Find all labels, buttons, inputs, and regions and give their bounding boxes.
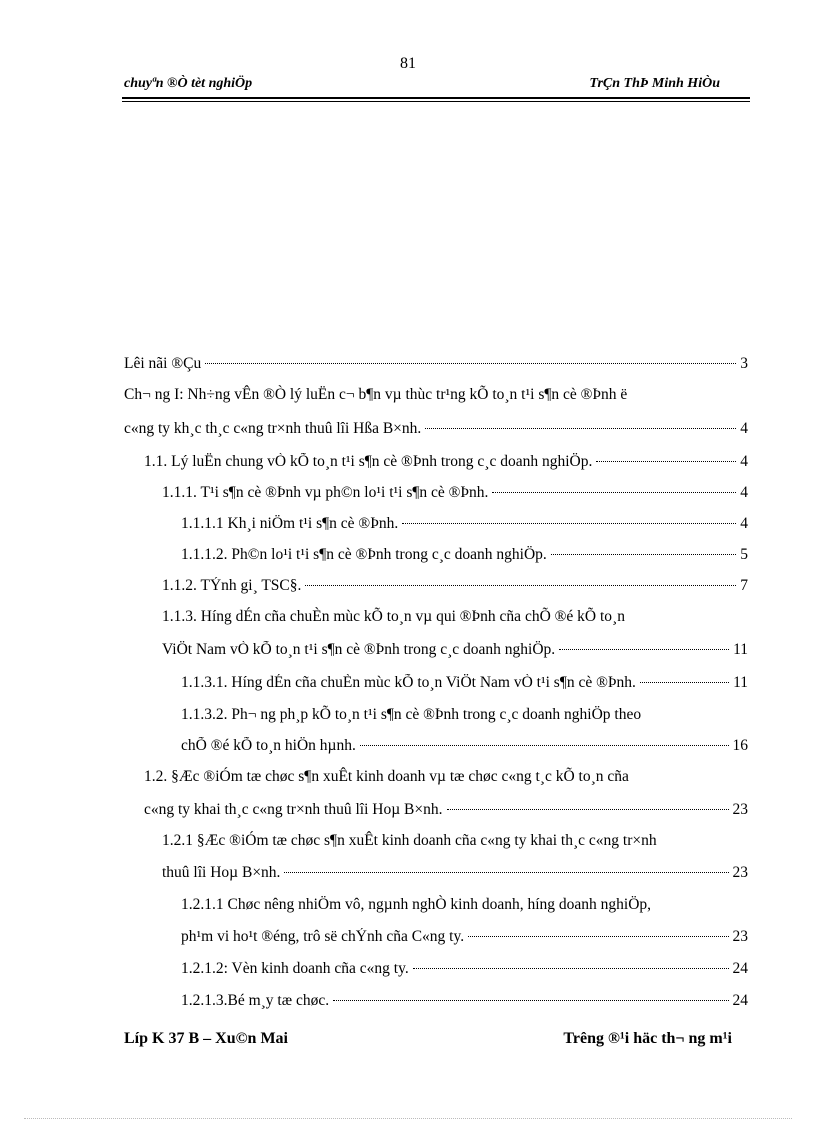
page-number: 81: [400, 55, 416, 72]
toc-entry[interactable]: 1.1. Lý luËn chung vÒ kÕ to¸n t¹i s¶n cè ®Þnh trong c¸c doanh nghiÖp. 4: [144, 453, 748, 470]
toc-leader: [425, 428, 736, 429]
toc-leader: [468, 936, 728, 937]
toc-leader: [333, 1000, 728, 1001]
toc-entry[interactable]: ViÖt Nam vÒ kÕ to¸n t¹i s¶n cè ®Þnh trong c¸c doanh nghiÖp. 11: [162, 641, 748, 658]
footer-class-label: Líp K 37 B – Xu©n Mai: [124, 1030, 288, 1047]
toc-leader: [402, 523, 736, 524]
toc-leader: [492, 492, 736, 493]
toc-leader: [413, 968, 729, 969]
toc-leader: [205, 363, 736, 364]
toc-entry[interactable]: ph¹m vi ho¹t ®éng, trô së chÝnh cña C«ng ty. 23: [181, 928, 748, 945]
toc-leader: [551, 554, 736, 555]
header-right-author: TrÇn ThÞ Minh HiÒu: [589, 76, 720, 91]
toc-entry[interactable]: c«ng ty kh¸c th¸c c«ng tr×nh thuû lîi Hßa B×nh. 4: [124, 420, 748, 437]
toc-entry-line1: Ch¬ ng I: Nh÷ng vÊn ®Ò lý luËn c¬ b¶n vµ thùc tr¹ng kÕ to¸n t¹i s¶n cè ®Þnh ë: [124, 386, 628, 403]
toc-entry[interactable]: 1.2.1.2: Vèn kinh doanh cña c«ng ty. 24: [181, 960, 748, 977]
header-left-title: chuyªn ®Ò tèt nghiÖp: [124, 76, 253, 91]
page-bottom-divider: [24, 1118, 792, 1119]
toc-leader: [305, 585, 736, 586]
toc-entry-line1: 1.2.1.1 Chøc nêng nhiÖm vô, ngµnh nghÒ kinh doanh, híng doanh nghiÖp,: [181, 896, 652, 913]
footer-university-label: Trêng ®¹i häc th¬ ng m¹i: [563, 1030, 732, 1047]
toc-leader: [640, 682, 729, 683]
toc-entry[interactable]: chÕ ®é kÕ to¸n hiÖn hµnh. 16: [181, 737, 748, 754]
toc-leader: [360, 745, 729, 746]
toc-entry[interactable]: 1.1.1.2. Ph©n lo¹i t¹i s¶n cè ®Þnh trong c¸c doanh nghiÖp. 5: [181, 546, 748, 563]
toc-entry[interactable]: 1.1.2. TÝnh gi¸ TSC§. 7: [162, 577, 748, 594]
toc-entry-line1: 1.2. §Æc ®iÓm tæ chøc s¶n xuÊt kinh doanh vµ tæ chøc c«ng t¸c kÕ to¸n cña: [144, 768, 629, 785]
toc-entry[interactable]: 1.1.1. T¹i s¶n cè ®Þnh vµ ph©n lo¹i t¹i s¶n cè ®Þnh. 4: [162, 484, 748, 501]
header-rule: [122, 97, 750, 99]
toc-entry[interactable]: 1.1.3.1. Híng dÉn cña chuÈn mùc kÕ to¸n ViÖt Nam vÒ t¹i s¶n cè ®Þnh. 11: [181, 674, 748, 691]
toc-leader: [447, 809, 729, 810]
toc-entry[interactable]: 1.2.1.3.Bé m¸y tæ chøc. 24: [181, 992, 748, 1009]
toc-entry-line1: 1.2.1 §Æc ®iÓm tæ chøc s¶n xuÊt kinh doanh cña c«ng ty khai th¸c c«ng tr×nh: [162, 832, 657, 849]
toc-entry[interactable]: thuû lîi Hoµ B×nh. 23: [162, 864, 748, 881]
toc-leader: [559, 649, 729, 650]
toc-entry[interactable]: 1.1.1.1 Kh¸i niÖm t¹i s¶n cè ®Þnh. 4: [181, 515, 748, 532]
toc-entry[interactable]: Lêi nãi ®Çu 3: [124, 355, 748, 372]
toc-entry-line1: 1.1.3. Híng dÉn cña chuÈn mùc kÕ to¸n vµ qui ®Þnh cña chÕ ®é kÕ to¸n: [162, 608, 625, 625]
header-rule-thin: [122, 101, 750, 102]
toc-leader: [284, 872, 728, 873]
toc-leader: [596, 461, 736, 462]
toc-entry[interactable]: c«ng ty khai th¸c c«ng tr×nh thuû lîi Hoµ B×nh. 23: [144, 801, 748, 818]
toc-entry-line1: 1.1.3.2. Ph¬ ng ph¸p kÕ to¸n t¹i s¶n cè ®Þnh trong c¸c doanh nghiÖp theo: [181, 706, 642, 723]
